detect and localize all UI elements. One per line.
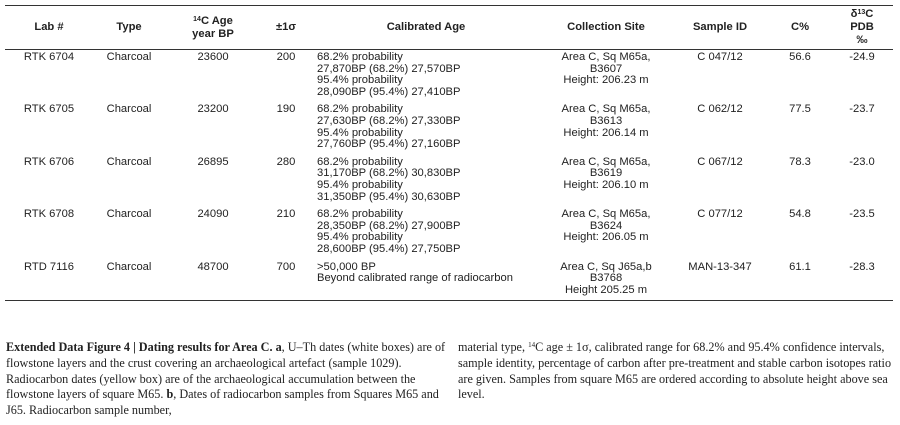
cell-sigma: 700 — [261, 260, 311, 301]
site-line: Height: 206.23 m — [563, 74, 649, 87]
cell-lab: RTK 6706 — [23, 155, 75, 168]
caption-b-text: , Dates of radiocarbon samples from Squares M65 and J65. Radiocarbon sample number, — [6, 387, 439, 418]
calibrated-line: 68.2% probability — [317, 155, 403, 168]
caption-title: Extended Data Figure 4 | Dating results for Area C. — [6, 340, 273, 354]
table-header-row — [5, 6, 893, 50]
cell-sample: C 062/12 — [697, 103, 743, 116]
site-line: B3624 — [589, 219, 623, 232]
cell-cpct: 78.3 — [789, 155, 811, 168]
site-line: Height: 206.05 m — [563, 231, 649, 244]
calibrated-line: 28,350BP (68.2%) 27,900BP — [317, 219, 461, 232]
cell-sigma: 280 — [276, 155, 296, 168]
cell-age: 48700 — [165, 260, 261, 301]
site-line: Area C, Sq M65a, — [561, 51, 651, 63]
cell-d13c: -23.7 — [849, 103, 875, 116]
site-line: B3607 — [589, 62, 623, 75]
site-line: B3768 — [589, 272, 623, 285]
cell-sigma: 210 — [276, 208, 296, 221]
cell-sample: C 077/12 — [697, 208, 743, 221]
site-line: B3619 — [589, 167, 623, 180]
site-line: Area C, Sq J65a,b — [560, 260, 652, 273]
calibrated-line: 31,170BP (68.2%) 30,830BP — [317, 167, 461, 180]
caption-right-text: C age ± 1σ, calibrated range for 68.2% and 95.4% confidence intervals, sample identity, percentage of carbon after pre-treatment and stable carbon isotopes ratio are given. Samples from square M65 are ordered according to absolute height above sea level. — [458, 340, 892, 402]
cell-d13c: -23.5 — [849, 208, 875, 221]
header-d13c: $\delta^{13}C$ PDB ‰ — [831, 6, 893, 50]
calibrated-line: 95.4% probability — [317, 74, 403, 87]
table-row — [5, 50, 893, 103]
cell-age: 23600 — [197, 51, 229, 63]
cell-type: Charcoal — [106, 51, 152, 63]
table-row — [5, 260, 893, 301]
calibrated-line: 95.4% probability — [317, 178, 403, 191]
cell-d13c: -24.9 — [849, 51, 875, 63]
table-row — [5, 102, 893, 154]
caption-a-label: a — [275, 340, 282, 354]
cell-lab: RTD 7116 — [5, 260, 93, 301]
calibrated-line: 31,350BP (95.4%) 30,630BP — [317, 190, 461, 203]
cell-sigma: 190 — [276, 103, 296, 116]
header-lab: Lab # — [5, 6, 93, 50]
caption-right-column — [458, 340, 894, 403]
cell-lab: RTK 6704 — [23, 51, 75, 63]
header-calibrated: Calibrated Age — [311, 6, 541, 50]
cell-sample: C 047/12 — [697, 51, 743, 63]
cell-cpct: 54.8 — [789, 208, 811, 221]
site-line: Height: 206.10 m — [563, 178, 649, 191]
header-age: $^{14}$C Age year BP — [165, 6, 261, 50]
radiocarbon-table — [5, 5, 893, 301]
cell-type: Charcoal — [106, 155, 152, 168]
cell-cpct: 77.5 — [789, 103, 811, 116]
calibrated-line: 68.2% probability — [317, 208, 403, 221]
cell-sigma: 200 — [276, 51, 296, 63]
cell-calibrated — [311, 102, 541, 154]
site-line: Height 205.25 m — [564, 283, 648, 296]
calibrated-line: 95.4% probability — [317, 126, 403, 139]
cell-age: 24090 — [197, 208, 229, 221]
cell-lab: RTK 6705 — [23, 103, 75, 116]
caption-right-sup: 14 — [528, 341, 536, 349]
table-row — [5, 155, 893, 207]
cell-sample: MAN-13-347 — [671, 260, 769, 301]
calibrated-line: 28,600BP (95.4%) 27,750BP — [317, 242, 461, 255]
header-type: Type — [93, 6, 165, 50]
cell-cpct: 61.1 — [769, 260, 831, 301]
caption-left-column — [6, 340, 446, 419]
cell-calibrated — [311, 155, 541, 207]
cell-site — [541, 207, 671, 259]
site-line: Height: 206.14 m — [563, 126, 649, 139]
calibrated-line: 28,090BP (95.4%) 27,410BP — [317, 85, 461, 98]
table-row — [5, 207, 893, 259]
calibrated-line: >50,000 BP — [317, 260, 376, 273]
cell-site — [541, 155, 671, 207]
calibrated-line: Beyond calibrated range of radiocarbon — [317, 272, 513, 285]
cell-calibrated — [311, 50, 541, 103]
header-sigma: ±1σ — [261, 6, 311, 50]
cell-site — [541, 50, 671, 103]
cell-d13c: -23.0 — [849, 155, 875, 168]
site-line: Area C, Sq M65a, — [561, 208, 651, 221]
site-line: B3613 — [589, 114, 623, 127]
cell-calibrated — [311, 207, 541, 259]
cell-d13c: -28.3 — [831, 260, 893, 301]
caption-right-pre: material type, — [458, 340, 529, 354]
calibrated-line: 27,760BP (95.4%) 27,160BP — [317, 138, 461, 151]
cell-age: 26895 — [197, 155, 229, 168]
cell-calibrated — [311, 260, 541, 301]
cell-lab: RTK 6708 — [23, 208, 75, 221]
header-site: Collection Site — [541, 6, 671, 50]
header-cpct: C% — [769, 6, 831, 50]
caption-a-text: , U–Th dates (white boxes) are of flowstone layers and the crust covering an archaeological artefact (sample 1029). Radiocarbon dates (yellow box) are of the archaeological accumulation between the flowstone layers of square M65. — [6, 340, 446, 402]
cell-type: Charcoal — [106, 103, 152, 116]
caption-b-label: b — [166, 387, 174, 402]
cell-cpct: 56.6 — [789, 51, 811, 63]
calibrated-line: 27,630BP (68.2%) 27,330BP — [317, 114, 461, 127]
calibrated-line: 68.2% probability — [317, 51, 403, 63]
site-line: Area C, Sq M65a, — [561, 103, 651, 116]
cell-site — [541, 102, 671, 154]
cell-type: Charcoal — [93, 260, 165, 301]
cell-site — [541, 260, 671, 301]
calibrated-line: 95.4% probability — [317, 231, 403, 244]
header-sample: Sample ID — [671, 6, 769, 50]
calibrated-line: 27,870BP (68.2%) 27,570BP — [317, 62, 461, 75]
cell-sample: C 067/12 — [697, 155, 743, 168]
cell-type: Charcoal — [106, 208, 152, 221]
radiocarbon-table-container — [5, 5, 893, 301]
site-line: Area C, Sq M65a, — [561, 155, 651, 168]
cell-age: 23200 — [197, 103, 229, 116]
calibrated-line: 68.2% probability — [317, 103, 403, 116]
